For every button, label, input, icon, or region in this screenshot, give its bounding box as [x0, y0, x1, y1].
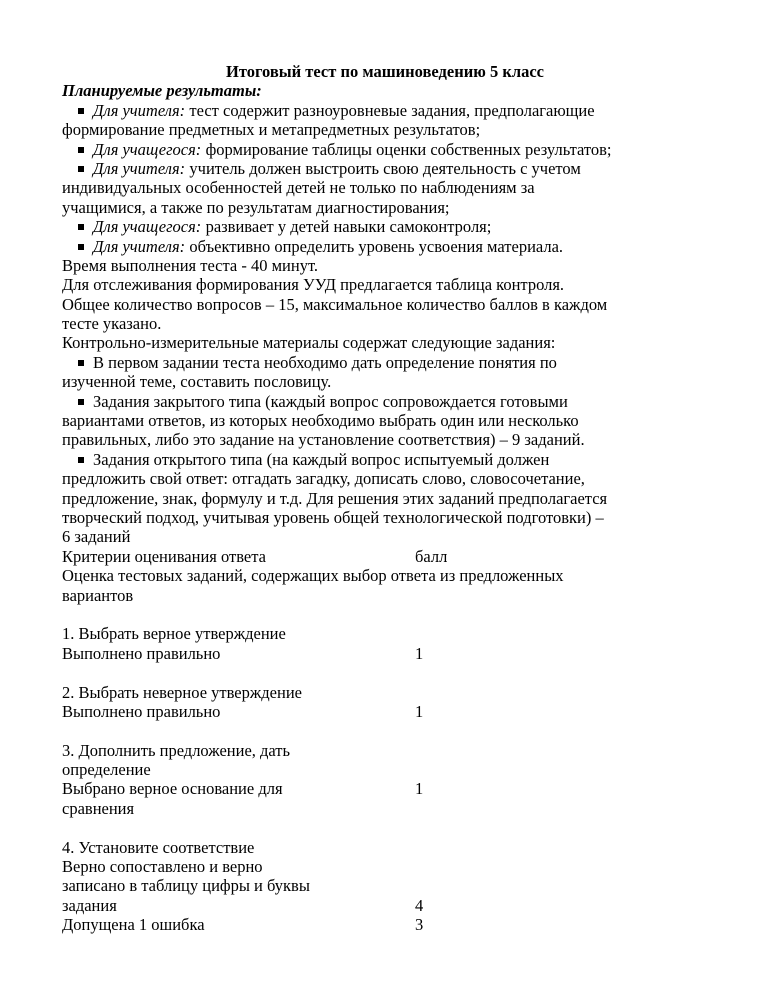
line-text: записано в таблицу цифры и буквы [62, 876, 310, 896]
line-text: вариантов [62, 585, 134, 605]
line-text: формирование таблицы оценки собственных результатов; [205, 139, 612, 159]
text-line [62, 876, 708, 895]
document-title [62, 62, 708, 81]
text-line [62, 683, 708, 702]
text-line [62, 624, 708, 643]
text-line [62, 857, 708, 876]
line-text: 4. Установите соответствие [62, 837, 255, 857]
line-text: вариантами ответов, из которых необходимо выбрать один или несколько [62, 411, 579, 431]
score-value: 1 [415, 701, 424, 721]
score-column-header: балл [415, 546, 448, 566]
text-line [62, 741, 708, 760]
score-value: 4 [415, 895, 424, 915]
line-text: задания [62, 895, 117, 915]
bullet-square-icon [78, 399, 84, 405]
text-line [62, 178, 708, 197]
text-line [62, 566, 708, 585]
line-text: Критерии оценивания ответа [62, 546, 266, 566]
text-line [62, 295, 708, 314]
text-line [62, 799, 708, 818]
section-heading [62, 81, 708, 100]
bullet-square-icon [78, 457, 84, 463]
line-text: определение [62, 760, 151, 780]
line-text: Выполнено правильно [62, 643, 221, 663]
text-line [62, 469, 708, 488]
text-line [62, 527, 708, 546]
text-line [62, 838, 708, 857]
bullet-list-item [62, 353, 708, 372]
text-line [62, 760, 708, 779]
line-text: развивает у детей навыки самоконтроля; [205, 217, 492, 237]
bullet-item-lead: Для учащегося: [93, 139, 202, 159]
line-text: 2. Выбрать неверное утверждение [62, 682, 302, 702]
blank-line [62, 663, 708, 682]
bullet-item-lead: Для учителя: [93, 158, 186, 178]
text-line [62, 779, 708, 798]
line-text: индивидуальных особенностей детей не только по наблюдениям за [62, 178, 535, 198]
bullet-list-item [62, 101, 708, 120]
document-body [62, 62, 708, 935]
bullet-list-item [62, 159, 708, 178]
bullet-square-icon [78, 147, 84, 153]
text-line [62, 508, 708, 527]
score-value: 1 [415, 643, 424, 663]
text-line [62, 702, 708, 721]
text-line [62, 644, 708, 663]
line-text: 3. Дополнить предложение, дать [62, 740, 291, 760]
text-line [62, 586, 708, 605]
line-text: Планируемые результаты: [62, 81, 262, 101]
blank-line [62, 721, 708, 740]
line-text: тест содержит разноуровневые задания, предполагающие [189, 100, 595, 120]
line-text: изученной теме, составить пословицу. [62, 372, 332, 392]
bullet-list-item [62, 140, 708, 159]
text-line [62, 372, 708, 391]
document-title-text: Итоговый тест по машиноведению 5 класс [225, 62, 544, 81]
text-line [62, 314, 708, 333]
line-text: формирование предметных и метапредметных результатов; [62, 120, 481, 140]
line-text: Допущена 1 ошибка [62, 915, 205, 935]
line-text: 6 заданий [62, 527, 131, 547]
bullet-square-icon [78, 166, 84, 172]
line-text: Контрольно-измерительные материалы содержат следующие задания: [62, 333, 556, 353]
bullet-list-item [62, 392, 708, 411]
bullet-square-icon [78, 360, 84, 366]
line-text: Выполнено правильно [62, 701, 221, 721]
score-value: 1 [415, 779, 424, 799]
line-text: правильных, либо это задание на установление соответствия) – 9 заданий. [62, 430, 585, 450]
bullet-item-lead: Для учителя: [93, 100, 186, 120]
bullet-list-item [62, 450, 708, 469]
line-text: Задания закрытого типа (каждый вопрос сопровождается готовыми [93, 391, 568, 411]
line-text: Время выполнения теста - 40 минут. [62, 255, 319, 275]
line-text: Общее количество вопросов – 15, максимальное количество баллов в каждом [62, 294, 608, 314]
bullet-item-lead: Для учителя: [93, 236, 186, 256]
line-text: 1. Выбрать верное утверждение [62, 624, 286, 644]
line-text: В первом задании теста необходимо дать определение понятия по [93, 352, 557, 372]
text-line [62, 915, 708, 934]
blank-line [62, 605, 708, 624]
bullet-list-item [62, 217, 708, 236]
line-text: Оценка тестовых заданий, содержащих выбор ответа из предложенных [62, 566, 564, 586]
text-line [62, 547, 708, 566]
line-text: Для отслеживания формирования УУД предлагается таблица контроля. [62, 275, 565, 295]
score-value: 3 [415, 915, 424, 935]
line-text: учащимися, а также по результатам диагностирования; [62, 197, 450, 217]
line-text: сравнения [62, 798, 135, 818]
line-text: Верно сопоставлено и верно [62, 857, 263, 877]
line-text: Выбрано верное основание для [62, 779, 283, 799]
line-text: предложить свой ответ: отгадать загадку, дописать слово, словосочетание, [62, 469, 585, 489]
line-text: учитель должен выстроить свою деятельность с учетом [189, 158, 581, 178]
text-line [62, 120, 708, 139]
text-line [62, 489, 708, 508]
bullet-square-icon [78, 108, 84, 114]
text-line [62, 333, 708, 352]
text-line [62, 411, 708, 430]
line-text: тесте указано. [62, 314, 162, 334]
bullet-square-icon [78, 224, 84, 230]
line-text: предложение, знак, формулу и т.д. Для решения этих заданий предполагается [62, 488, 608, 508]
text-line [62, 256, 708, 275]
text-line [62, 275, 708, 294]
text-line [62, 896, 708, 915]
bullet-square-icon [78, 244, 84, 250]
line-text: творческий подход, учитывая уровень общей технологической подготовки) – [62, 507, 604, 527]
line-text: Задания открытого типа (на каждый вопрос испытуемый должен [93, 449, 550, 469]
blank-line [62, 818, 708, 837]
line-text: объективно определить уровень усвоения материала. [189, 236, 564, 256]
text-line [62, 198, 708, 217]
bullet-item-lead: Для учащегося: [93, 217, 202, 237]
bullet-list-item [62, 237, 708, 256]
text-line [62, 430, 708, 449]
